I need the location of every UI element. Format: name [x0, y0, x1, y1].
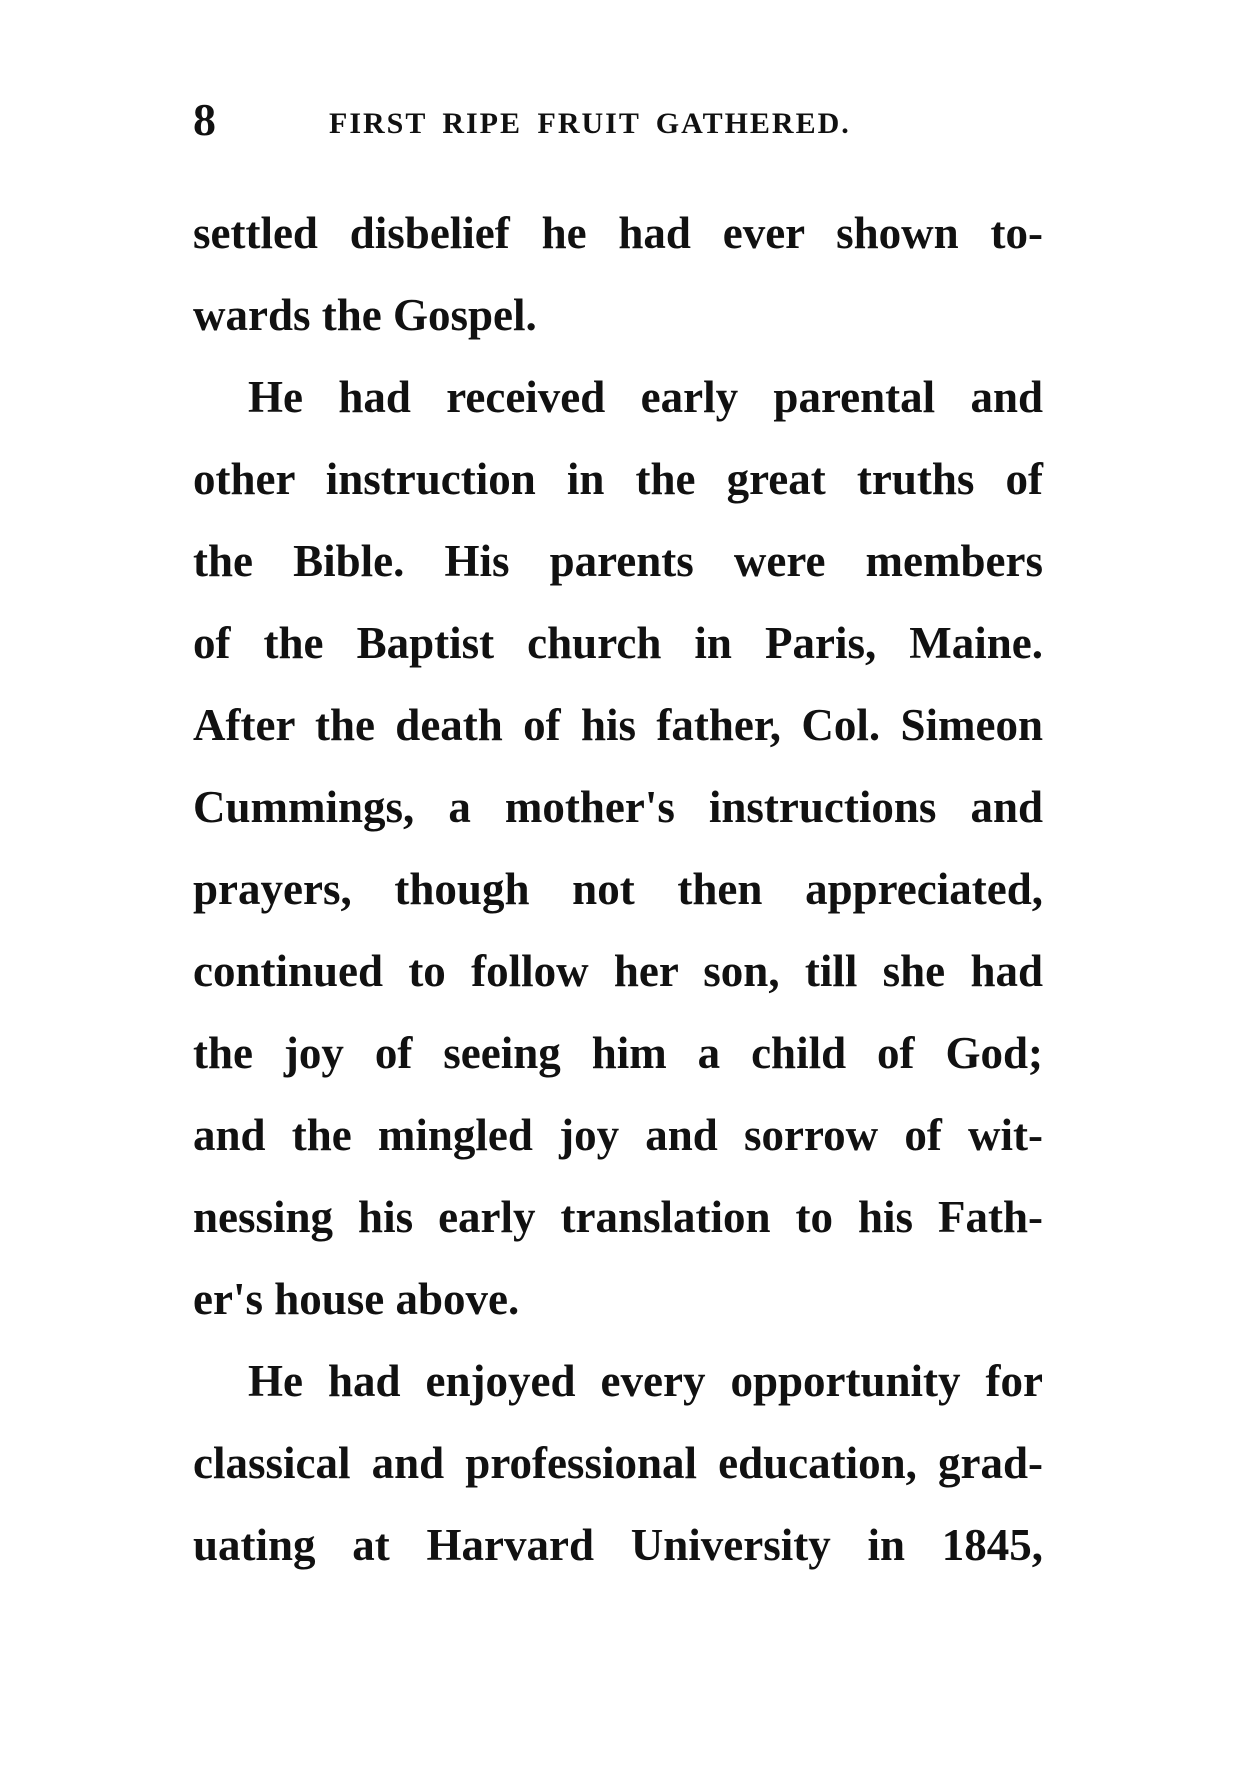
text-line: and the mingled joy and sorrow of wit-	[193, 1110, 1043, 1160]
text-line: He had received early parental and	[248, 372, 1043, 422]
text-line: er's house above.	[193, 1274, 520, 1324]
text-line: prayers, though not then appreciated,	[193, 864, 1043, 914]
text-line: the Bible. His parents were members	[193, 536, 1043, 586]
running-title: FIRST RIPE FRUIT GATHERED.	[329, 107, 851, 140]
paragraph	[193, 356, 1043, 1340]
text-line: settled disbelief he had ever shown to-	[193, 208, 1043, 258]
text-line: Cummings, a mother's instructions and	[193, 782, 1043, 832]
text-line: nessing his early translation to his Fath-	[193, 1192, 1043, 1242]
paragraph	[193, 1340, 1043, 1586]
text-line: of the Baptist church in Paris, Maine.	[193, 618, 1043, 668]
body-text	[193, 192, 1043, 1586]
text-line: After the death of his father, Col. Simeon	[193, 700, 1043, 750]
text-line: wards the Gospel.	[193, 290, 537, 340]
text-line: uating at Harvard University in 1845,	[193, 1520, 1043, 1570]
text-line: continued to follow her son, till she had	[193, 946, 1043, 996]
text-line: classical and professional education, grad-	[193, 1438, 1043, 1488]
text-line: other instruction in the great truths of	[193, 454, 1043, 504]
text-line: He had enjoyed every opportunity for	[248, 1356, 1043, 1406]
page-header	[193, 92, 1043, 152]
paragraph	[193, 192, 1043, 356]
page-number: 8	[193, 94, 216, 145]
text-line: the joy of seeing him a child of God;	[193, 1028, 1043, 1078]
